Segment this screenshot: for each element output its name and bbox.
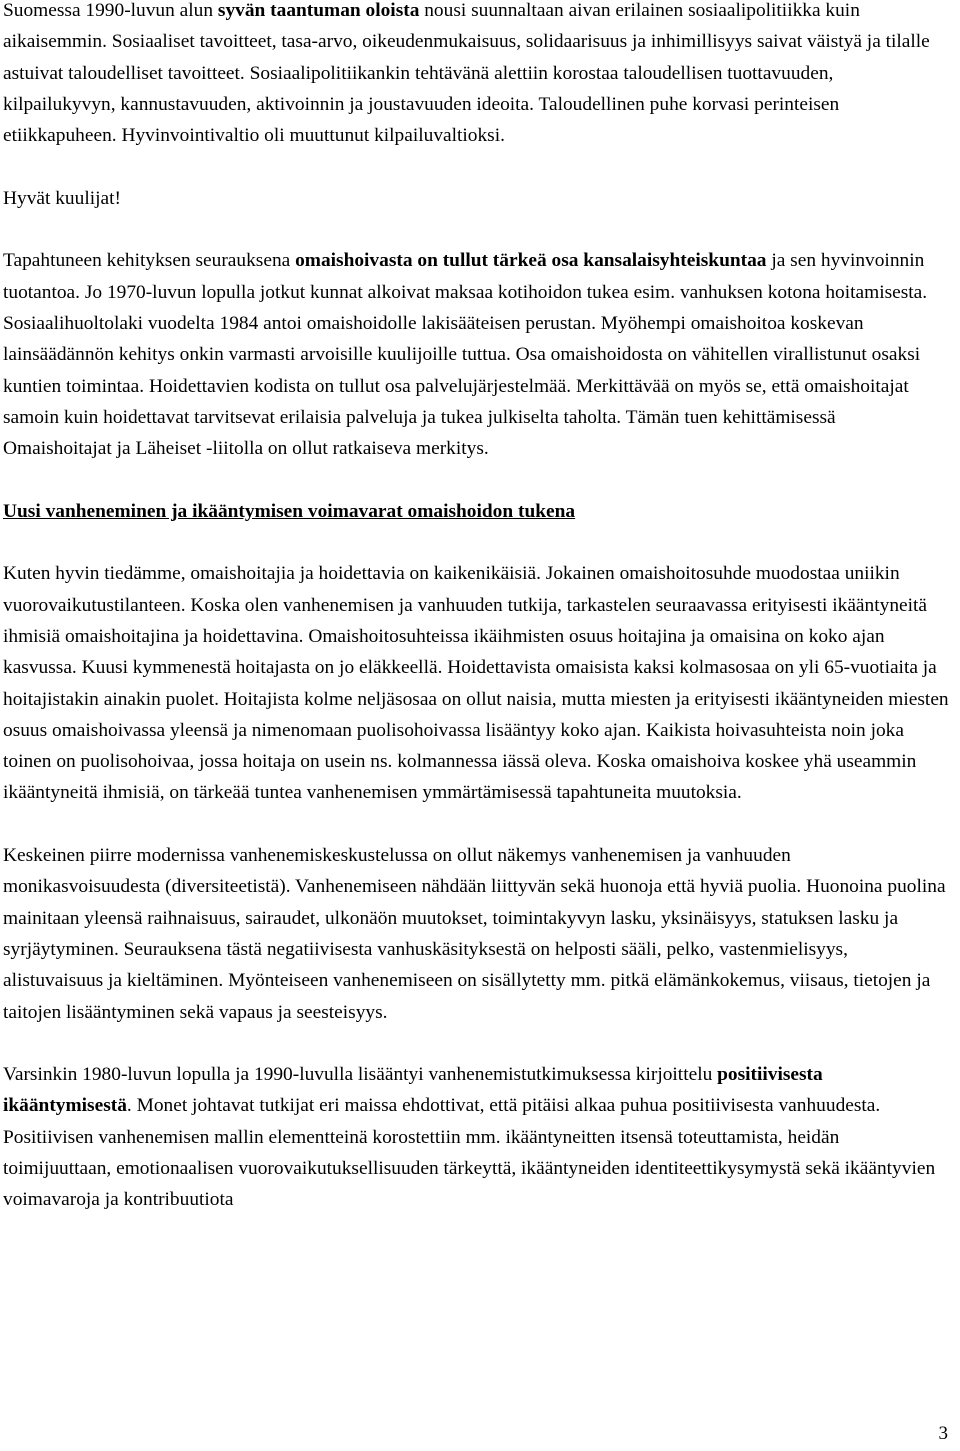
text-run: Kuten hyvin tiedämme, omaishoitajia ja hoidettavia on kaikenikäisiä. Jokainen omaishoitosuhde muodostaa uniikin vuorovaikutustilanteen. Koska olen vanhenemisen ja vanhuuden tutkija, tarkastelen seuraavassa erityisesti ikääntyneitä ihmisiä omaishoitajina ja hoidettavina. Omaishoitosuhteissa ikäihmisten osuus hoitajina ja omaisina on koko ajan kasvussa. Kuusi kymmenestä hoitajasta on jo eläkkeellä. Hoidettavista omaisista kaksi kolmasosaa on yli 65-vuotiaita ja hoitajistakin ainakin puolet. Hoitajista kolme neljäsosaa on ollut naisia, mutta miesten ja erityisesti ikääntyneiden miesten osuus omaishoivassa yleensä ja nimenomaan puolisohoivassa lisääntyy koko ajan. Kaikista hoivasuhteista noin joka toinen on puolisohoivaa, jossa hoitaja on usein ns. kolmannessa iässä oleva. Koska omaishoiva koskee yhä useammin ikääntyneitä ihmisiä, on tärkeää tuntea vanhenemisen ymmärtämisessä tapahtuneita muutoksia.: [3, 563, 949, 804]
paragraph-text: [3, 558, 949, 808]
text-run: Tapahtuneen kehityksen seurauksena: [3, 250, 296, 272]
paragraph-text: [3, 840, 949, 1028]
paragraph-positive-aging: [3, 1059, 949, 1215]
bold-phrase: positiivisesta ikääntymisestä: [3, 1064, 823, 1117]
text-run: Keskeinen piirre modernissa vanhenemiskeskustelussa on ollut näkemys vanhenemisen ja vanhuuden monikasvoisuudesta (diversiteetistä). Vanhenemiseen nähdään liittyvän sekä huonoja että hyviä puolia. Huonoina puolina mainitaan yleensä raihnaisuus, sairaudet, ulkonäön muutokset, toimintakyvyn lasku, yksinäisyys, statuksen lasku ja syrjäytyminen. Seurauksena tästä negatiivisesta vanhuskäsityksestä on helposti sääli, pelko, vastenmielisyys, alistuvaisuus ja kieltäminen. Myönteiseen vanhenemiseen on sisällytetty mm. pitkä elämänkokemus, viisaus, tietojen ja taitojen lisääntyminen sekä vapaus ja seesteisyys.: [3, 845, 946, 1023]
paragraph-text: [3, 0, 949, 151]
document-page: [3, 0, 949, 1216]
page-number: 3: [938, 1423, 948, 1444]
text-run: . Monet johtavat tutkijat eri maissa ehdottivat, että pitäisi alkaa puhua positiivisesta vanhuudesta. Positiivisen vanhenemisen mallin elementteinä korostettiin mm. ikääntyneitten itsensä toteuttamista, heidän toimijuuttaan, emotionaalisen vuorovaikutuksellisuuden tärkeyttä, ikääntyneiden identiteettikysymystä sekä ikääntyvien voimavaroja ja kontribuutiota: [3, 1095, 936, 1211]
paragraph-text: [3, 245, 949, 464]
paragraph-text: [3, 183, 949, 214]
paragraph-text: [3, 1059, 949, 1215]
paragraph-family-care-development: [3, 245, 949, 464]
text-run: Varsinkin 1980-luvun lopulla ja 1990-luvulla lisääntyi vanhenemistutkimuksessa kirjoittelu: [3, 1064, 718, 1086]
text-run: nousi suunnaltaan aivan erilainen sosiaalipolitiikka kuin aikaisemmin. Sosiaaliset tavoitteet, tasa-arvo, oikeudenmukaisuus, solidaarisuus ja inhimillisyys saivat väistyä ja tilalle astuivat taloudelliset tavoitteet. Sosiaalipolitiikankin tehtävänä alettiin korostaa taloudellisen tuottavuuden, kilpailukyvyn, kannustavuuden, aktivoinnin ja joustavuuden ideoita. Taloudellinen puhe korvasi perinteisen etiikkapuheen. Hyvinvointivaltio oli muuttunut kilpailuvaltioksi.: [3, 0, 930, 147]
text-run: Suomessa 1990-luvun alun: [3, 0, 218, 21]
paragraph-all-ages: [3, 558, 949, 808]
text-run: Hyvät kuulijat!: [3, 187, 121, 209]
paragraph-aging-discussion: [3, 840, 949, 1028]
section-heading: [3, 496, 949, 527]
bold-phrase: omaishoivasta on tullut tärkeä osa kansalaisyhteiskuntaa: [295, 250, 767, 272]
paragraph-recession: [3, 0, 949, 151]
paragraph-greeting: [3, 183, 949, 214]
section-heading-text: Uusi vanheneminen ja ikääntymisen voimavarat omaishoidon tukena: [3, 500, 576, 522]
bold-phrase: syvän taantuman oloista: [217, 0, 420, 21]
text-run: ja sen hyvinvoinnin tuotantoa. Jo 1970-luvun lopulla jotkut kunnat alkoivat maksaa kotihoidon tukea esim. vanhuksen kotona hoitamisesta. Sosiaalihuoltolaki vuodelta 1984 antoi omaishoidolle lakisääteisen perustan. Myöhempi omaishoitoa koskevan lainsäädännön kehitys onkin varmasti arvoisille kuulijoille tuttua. Osa omaishoidosta on vähitellen virallistunut osaksi kuntien toimintaa. Hoidettavien kodista on tullut osa palvelujärjestelmää. Merkittävää on myös se, että omaishoitajat samoin kuin hoidettavat tarvitsevat erilaisia palveluja ja tukea julkiselta taholta. Tämän tuen kehittämisessä Omaishoitajat ja Läheiset -liitolla on ollut ratkaiseva merkitys.: [3, 250, 928, 460]
